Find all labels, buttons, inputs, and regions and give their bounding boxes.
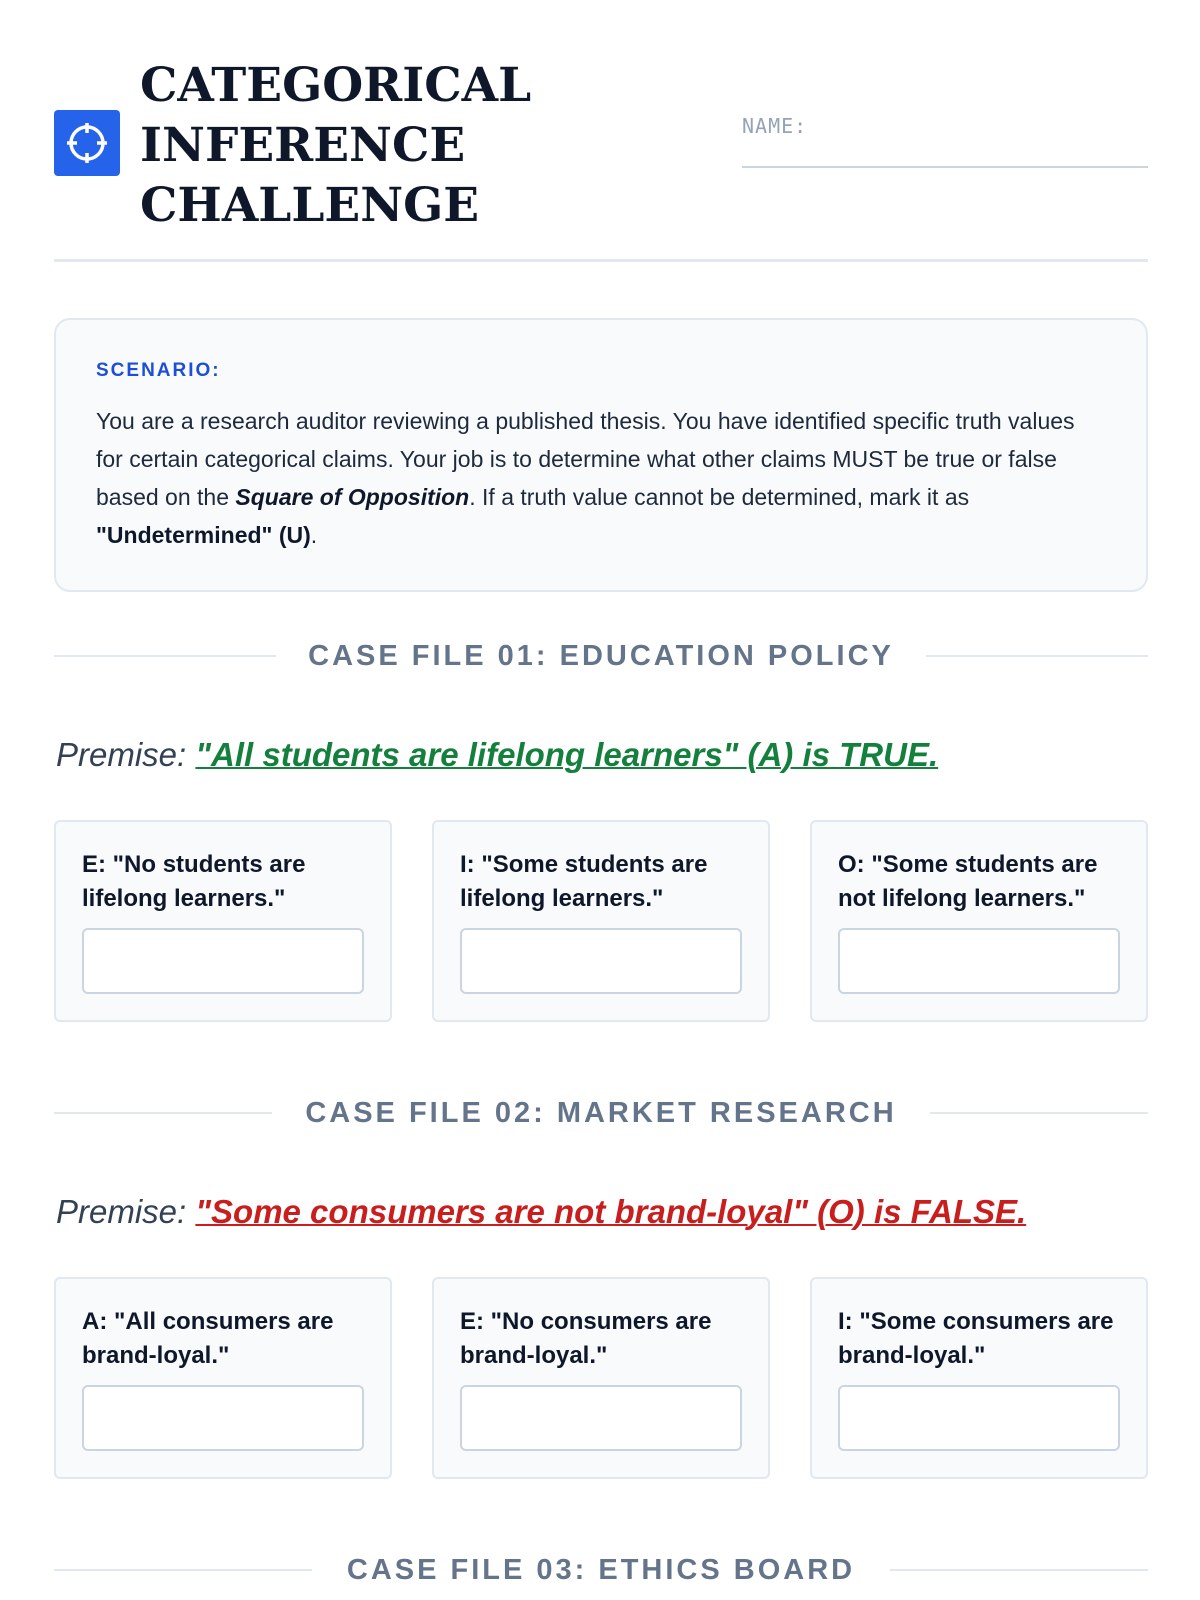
question-card — [432, 820, 770, 1022]
answer-input[interactable] — [838, 928, 1120, 994]
name-field[interactable] — [742, 166, 1148, 168]
question-card — [54, 820, 392, 1022]
question-card — [54, 1277, 392, 1479]
case-heading — [54, 1093, 1148, 1133]
case-heading-label: CASE FILE 02: MARKET RESEARCH — [305, 1097, 897, 1129]
question-card — [810, 1277, 1148, 1479]
question-label: I: "Some students are lifelong learners." — [460, 851, 708, 912]
premise-prefix: Premise: — [56, 1193, 196, 1230]
divider — [926, 655, 1148, 657]
crosshair-icon — [54, 110, 120, 176]
page-title — [140, 56, 660, 236]
title-line: CHALLENGE — [140, 178, 480, 233]
question-label: I: "Some consumers are brand-loyal." — [838, 1308, 1114, 1369]
answer-input[interactable] — [460, 1385, 742, 1451]
scenario-text-part: . — [310, 522, 318, 548]
title-line: CATEGORICAL — [140, 58, 532, 113]
scenario-label: SCENARIO: — [96, 360, 221, 381]
scenario-emphasis: Square of Opposition — [235, 484, 470, 510]
question-label: E: "No consumers are brand-loyal." — [460, 1308, 712, 1369]
question-card — [432, 1277, 770, 1479]
divider — [930, 1112, 1148, 1114]
premise-prefix: Premise: — [56, 736, 196, 773]
premise-claim: "Some consumers are not brand-loyal" (O) is FALSE. — [195, 1193, 1027, 1230]
scenario-text-part: . If a truth value cannot be determined, mark it as — [469, 484, 970, 510]
answer-input[interactable] — [82, 1385, 364, 1451]
question-card — [810, 820, 1148, 1022]
divider — [890, 1569, 1148, 1571]
premise — [56, 1190, 1026, 1234]
case-heading — [54, 1550, 1148, 1590]
question-label: A: "All consumers are brand-loyal." — [82, 1308, 334, 1369]
question-label: E: "No students are lifelong learners." — [82, 851, 306, 912]
scenario-box — [54, 318, 1148, 592]
scenario-text — [96, 402, 1106, 554]
case-heading-label: CASE FILE 03: ETHICS BOARD — [346, 1554, 856, 1586]
premise-claim: "All students are lifelong learners" (A) is TRUE. — [195, 736, 939, 773]
name-label: NAME: — [742, 114, 808, 138]
case-heading — [54, 636, 1148, 676]
premise — [56, 733, 938, 777]
case-heading-label: CASE FILE 01: EDUCATION POLICY — [308, 640, 894, 672]
answer-input[interactable] — [460, 928, 742, 994]
title-line: INFERENCE — [140, 118, 466, 173]
answer-input[interactable] — [82, 928, 364, 994]
answer-input[interactable] — [838, 1385, 1120, 1451]
scenario-strong: "Undetermined" (U) — [96, 522, 311, 548]
worksheet-page — [54, 0, 1148, 1600]
worksheet-header — [54, 52, 1148, 262]
scenario-text-part: You are a research auditor reviewing a published thesis. You have identified specific truth values for certain categorical claims. Your job is to determine what other claims MUST be true or false based on the — [96, 408, 1075, 510]
question-label: O: "Some students are not lifelong learners." — [838, 851, 1098, 912]
